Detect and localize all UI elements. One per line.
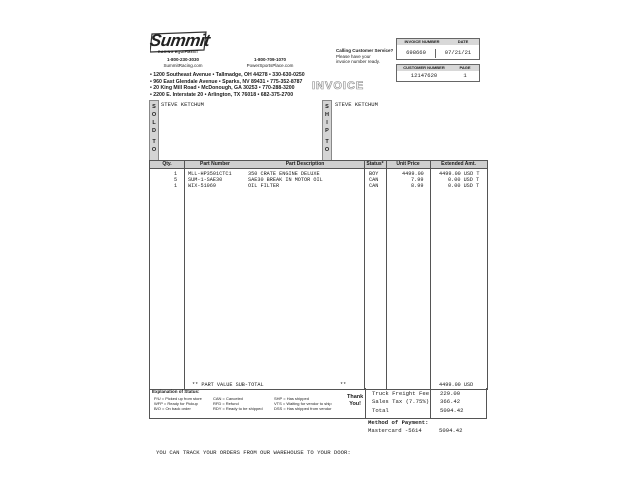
thank-you: Thank You! — [347, 394, 364, 407]
header-part-number: Part Number — [184, 161, 246, 168]
customer-number-label: CUSTOMER NUMBER — [397, 65, 451, 71]
header-qty: Qty. — [150, 161, 184, 168]
payment-label: Method of Payment: — [368, 419, 429, 426]
sold-to-sidebar: S O L D T O — [149, 100, 159, 161]
subtotal-value: 4499.00 USD — [439, 382, 474, 388]
invoice-number-label: INVOICE NUMBER — [397, 39, 447, 45]
ship-to-name: STEVE KETCHUM — [335, 101, 378, 108]
divider — [364, 161, 365, 389]
divider — [386, 161, 387, 389]
header-status: Status* — [364, 161, 386, 168]
logo-subtitle: RACING EQUIPMENT — [158, 50, 199, 54]
calling-note: Calling Customer Service? Please have your invoice number ready. — [336, 48, 394, 64]
phone-right: 1-800-709-1070 PowerSportsPlace.com — [246, 57, 294, 68]
legend-col-3: SHP = Has shipped VTS = Waiting for vendor to ship DSS = Has shipped from vendor — [274, 396, 332, 411]
customer-number-box — [396, 64, 480, 82]
customer-number-value: 12147620 — [410, 72, 438, 79]
legend-col-1: P/U = Picked up from store WFP = Ready for Pickup B/O = On back order — [154, 396, 202, 411]
date-value: 07/21/21 — [435, 49, 480, 58]
invoice-title: INVOICE — [312, 80, 365, 92]
totals-labels: Truck Freight Fee Sales Tax (7.75%) Total — [372, 390, 430, 414]
page-value: 1 — [463, 72, 467, 79]
payment-amount: 5094.42 — [439, 427, 463, 434]
status-legend — [149, 388, 366, 419]
divider — [430, 161, 431, 389]
invoice-number-value: 698660 — [406, 49, 426, 56]
subtotal-stars: ** — [340, 382, 347, 388]
tracking-note: YOU CAN TRACK YOUR ORDERS FROM OUR WAREHOUSE TO YOUR DOOR: — [156, 449, 351, 456]
totals-values: 229.00 366.42 5094.42 — [440, 390, 464, 414]
header-unit-price: Unit Price — [386, 161, 430, 168]
invoice-number-box — [396, 38, 480, 60]
divider — [150, 168, 487, 169]
legend-title: Explanation of Status: — [152, 389, 200, 394]
date-label: DATE — [447, 39, 479, 45]
legend-col-2: CAN = Canceled RFD = Refund RDY = Ready to be shipped — [213, 396, 263, 411]
sold-to-name: STEVE KETCHUM — [161, 101, 204, 108]
ship-to-sidebar: S H I P T O — [322, 100, 332, 161]
phone-left: 1-800-230-3030 SummitRacing.com — [163, 57, 203, 68]
store-addresses: • 1200 Southeast Avenue • Tallmadge, OH 44278 • 330-630-0250 • 960 East Glendale Avenue • Sparks, NV 89431 • 775-352-8787 • 20 King Mill Road • McDonough, GA 30253 • 770-288-3200 • 2200 E. Interstate 20 • Arlington, TX 76018 • 682-375-2700 — [150, 72, 305, 98]
items-table: Qty. Part Number Part Description Status* Unit Price Extended Amt. 1 MLL-HP3501CTC1 350 CRATE ENGINE DELUXE BOY 4499.00 4499.00 USD T 5 SUM-1-SAE30 SAE30 BREAK IN MOTOR OIL CAN 7.99 0.00 USD T 1 WIX-51069 OIL FILTER CAN 8.99 0.00 USD T ** PART VALUE SUB-TOTAL ** 4499.00 USD — [149, 160, 488, 390]
logo-text: Summit — [148, 31, 211, 50]
page-label: PAGE — [451, 65, 479, 71]
subtotal-label: ** PART VALUE SUB-TOTAL — [192, 382, 264, 388]
header-description: Part Description — [246, 161, 364, 168]
divider — [184, 161, 185, 389]
header-extended: Extended Amt. — [430, 161, 487, 168]
divider — [430, 388, 431, 418]
payment-method: Mastercard -5614 — [368, 427, 422, 434]
